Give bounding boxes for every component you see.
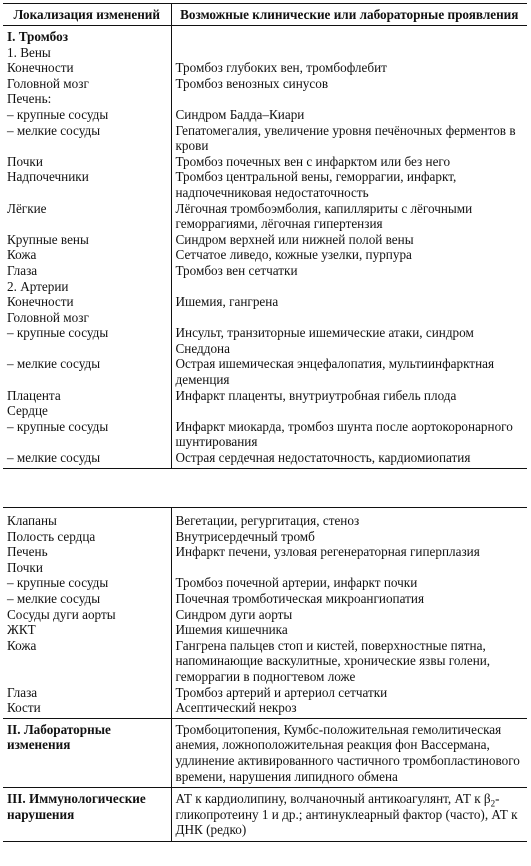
row-manifestation: Острая сердечная недостаточность, кардиомиопатия [171,450,527,468]
row-manifestation: Сетчатое ливедо, кожные узелки, пурпура [175,247,412,263]
row-localization: Головной мозг [3,76,171,92]
row-localization: Кости [3,700,171,718]
row-localization: Конечности [3,294,171,310]
table-row [3,685,527,701]
row-localization: 2. Артерии [3,279,171,295]
row-manifestation [171,279,527,295]
immune-text-a: АТ к кардиолипину, волчаночный антикоагулянт, АТ к β [175,791,491,807]
lab-changes-row [3,718,527,787]
immune-disorders-label: III. Иммунологические нарушения [3,788,171,842]
row-localization: Сердце [3,403,171,419]
row-manifestation: Синдром дуги аорты [175,606,293,622]
table-row [3,622,527,638]
row-localization: – крупные сосуды [3,575,171,591]
row-localization: Плацента [3,388,171,404]
table-row [3,607,527,623]
row-manifestation [171,45,527,61]
immune-disorders-text [171,788,527,842]
table-row [3,575,527,591]
row-manifestation: Тромбоз глубоких вен, тромбофлебит [175,60,387,76]
lab-changes-label: II. Лабораторные изменения [3,718,171,787]
row-localization: Печень: [3,91,171,107]
row-manifestation: Тромбоз центральной вены, геморрагии, инфаркт, надпочечниковая недостаточность [175,169,457,200]
row-localization: Конечности [3,60,171,76]
lab-changes-text: Тромбоцитопения, Кумбс-положительная гемолитическая анемия, ложноположительная реакция фон Вассермана, удлинение активированного частичного тромбопластинового времени, нарушения липидного обмена [171,718,527,787]
row-localization: Кожа [3,247,171,263]
row-localization: Почки [3,154,171,170]
table-row [3,123,527,154]
table-row [3,356,527,387]
table-row [3,638,527,685]
row-manifestation: Инфаркт миокарда, тромбоз шунта после аортокоронарного шунтирования [175,418,513,450]
row-localization: – мелкие сосуды [3,591,171,607]
table-row [3,591,527,607]
row-localization: Лёгкие [3,201,171,232]
table-row [3,232,527,248]
row-localization: ЖКТ [3,622,171,638]
table-row [3,700,527,718]
immune-text-sub: 2 [490,798,496,809]
table-row [3,508,527,529]
row-manifestation: Инсульт, транзиторные ишемические атаки, синдром Снеддона [175,325,474,356]
row-manifestation [171,91,527,107]
table-row [3,154,527,170]
table-row [3,91,527,107]
row-manifestation: Гепатомегалия, увеличение уровня печёночных ферментов в крови [175,122,516,154]
table-row [3,45,527,61]
row-localization: Кожа [3,638,171,685]
table-row [3,26,527,45]
row-localization: Крупные вены [3,232,171,248]
table-row [3,529,527,545]
row-localization: Полость сердца [3,529,171,545]
row-manifestation: Внутрисердечный тромб [175,528,315,544]
row-localization: Почки [3,560,171,576]
table-row [3,388,527,404]
row-localization: Головной мозг [3,310,171,326]
row-manifestation: Острая ишемическая энцефалопатия, мультиинфарктная деменция [175,356,495,388]
table-row [3,279,527,295]
table-header-row [3,4,527,26]
table-row [3,60,527,76]
row-manifestation: Синдром Бадда–Киари [175,106,305,122]
table-row [3,76,527,92]
row-localization: Глаза [3,685,171,701]
row-manifestation: Тромбоз венозных синусов [175,75,329,91]
row-manifestation: Ишемия кишечника [175,622,288,638]
table-row [3,544,527,560]
row-manifestation [171,310,527,326]
row-localization: Сосуды дуги аорты [3,607,171,623]
row-manifestation: Синдром верхней или нижней полой вены [175,231,414,247]
table-row [3,201,527,232]
immune-disorders-row [3,788,527,842]
row-manifestation: Инфаркт печени, узловая регенераторная гиперплазия [175,544,480,560]
row-localization: – мелкие сосуды [3,450,171,468]
row-localization: Печень [3,544,171,560]
row-localization: Надпочечники [3,169,171,200]
row-localization: I. Тромбоз [3,26,171,45]
table-row [3,247,527,263]
row-manifestation: Вегетации, регургитация, стеноз [175,513,360,528]
row-manifestation: Тромбоз артерий и артериол сетчатки [175,684,388,700]
row-manifestation: Инфаркт плаценты, внутриутробная гибель плода [175,387,457,403]
table-row [3,419,527,450]
clinical-table-part1 [3,3,527,469]
row-manifestation: Тромбоз вен сетчатки [175,262,298,278]
row-manifestation [171,560,527,576]
header-localization: Локализация изменений [3,4,171,26]
table-row [3,310,527,326]
row-localization: – крупные сосуды [3,107,171,123]
row-localization: 1. Вены [3,45,171,61]
row-localization: – мелкие сосуды [3,123,171,154]
table-row [3,294,527,310]
table-row [3,325,527,356]
table-body-part1 [3,26,527,469]
row-localization: Клапаны [3,508,171,529]
row-manifestation: Ишемия, гангрена [175,294,279,310]
row-localization: – мелкие сосуды [3,356,171,387]
table-row [3,169,527,200]
row-localization: – крупные сосуды [3,419,171,450]
row-manifestation [171,403,527,419]
row-manifestation: Почечная тромботическая микроангиопатия [175,590,425,606]
table-row [3,403,527,419]
clinical-table-part2 [3,507,527,842]
row-manifestation: Гангрена пальцев стоп и кистей, поверхностные пятна, напоминающие васкулитные, хронические язвы голени, геморрагии в подногтевом ложе [175,637,491,684]
table-row [3,107,527,123]
row-localization: – крупные сосуды [3,325,171,356]
row-manifestation: Тромбоз почечной артерии, инфаркт почки [175,575,418,591]
row-manifestation [171,26,527,45]
table-row [3,560,527,576]
table-row [3,263,527,279]
row-localization: Глаза [3,263,171,279]
header-manifestations: Возможные клинические или лабораторные проявления [171,4,527,26]
immune-text-b: -гликопротеину 1 и др.; антинуклеарный фактор (часто), АТ к ДНК (редко) [175,791,518,838]
table-row [3,450,527,468]
table-body-part2 [3,508,527,719]
row-manifestation: Лёгочная тромбоэмболия, капилляриты с лёгочными геморрагиями, лёгочная гипертензия [175,200,473,232]
row-manifestation: Асептический некроз [171,700,527,718]
row-manifestation: Тромбоз почечных вен с инфарктом или без него [175,153,451,169]
